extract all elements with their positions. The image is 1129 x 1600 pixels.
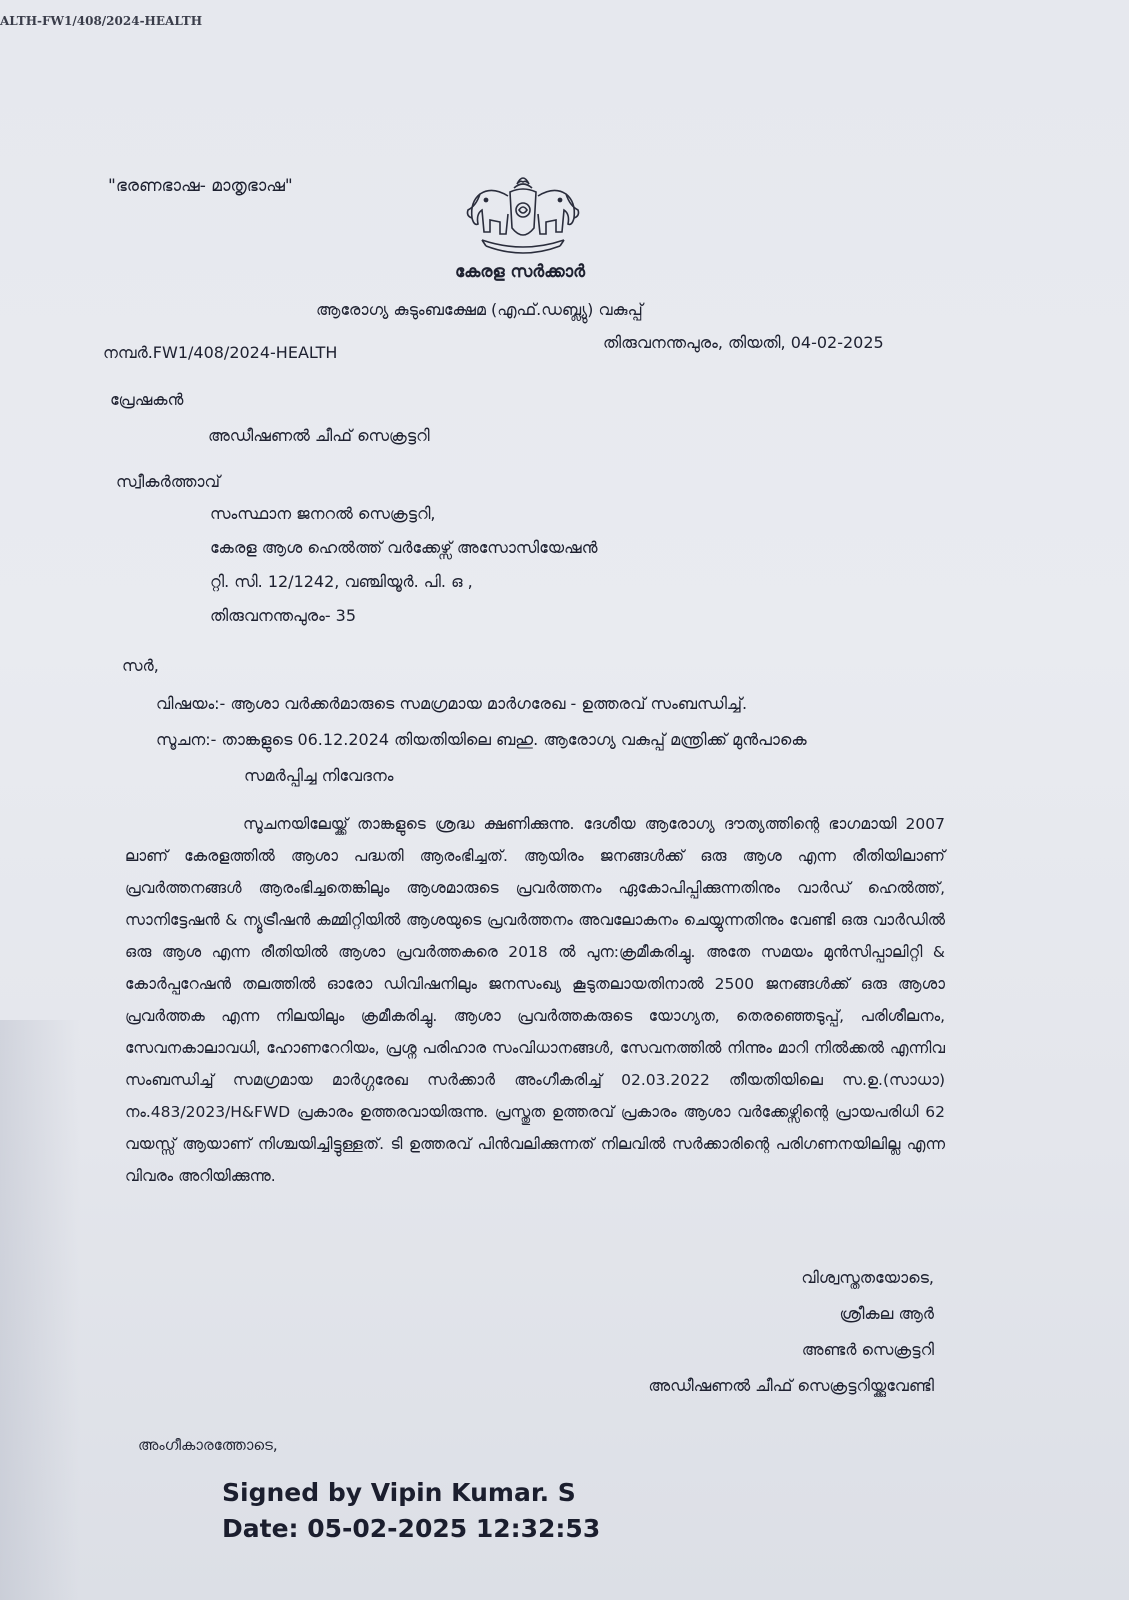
salutation: സർ, [122, 656, 159, 675]
closing: വിശ്വസ്തതയോടെ, [801, 1268, 934, 1287]
recipient-line: തിരുവനന്തപുരം- 35 [210, 606, 357, 625]
sender-name: അഡീഷണൽ ചീഫ് സെക്രട്ടറി [208, 426, 430, 445]
digital-signature-date: Date: 05-02-2025 12:32:53 [222, 1514, 601, 1543]
reference-line-continued: സമർപ്പിച്ച നിവേദനം [244, 766, 394, 785]
reference-line: സൂചന:- താങ്കളുടെ 06.12.2024 തിയതിയിലെ ബഹു. ആരോഗ്യ വകുപ്പ് മന്ത്രിക്ക് മുൻപാകെ [156, 730, 807, 749]
recipient-label: സ്വീകർത്താവ് [116, 472, 220, 491]
official-language-motto: "ഭരണഭാഷ- മാതൃഭാഷ" [108, 176, 293, 196]
file-number: നമ്പർ.FW1/408/2024-HEALTH [103, 343, 338, 362]
recipient-line: സംസ്ഥാന ജനറൽ സെക്രട്ടറി, [210, 504, 436, 523]
approval-label: അംഗീകാരത്തോടെ, [138, 1436, 278, 1454]
subject-line: വിഷയം:- ആശാ വർക്കർമാരുടെ സമഗ്രമായ മാർഗരേഖ - ഉത്തരവ് സംബന്ധിച്ച്. [156, 694, 748, 713]
signatory-name: ശ്രീകല ആർ [839, 1304, 934, 1323]
recipient-line: റ്റി. സി. 12/1242, വഞ്ചിയൂർ. പി. ഒ , [210, 572, 473, 591]
sender-label: പ്രേഷകൻ [110, 390, 184, 409]
top-file-reference: ALTH-FW1/408/2024-HEALTH [0, 14, 203, 28]
department-name: ആരോഗ്യ കുടുംബക്ഷേമ (എഫ്.ഡബ്ല്യു) വകുപ്പ് [316, 300, 643, 319]
signatory-designation: അണ്ടർ സെക്രട്ടറി [801, 1340, 934, 1359]
page-shadow [0, 1020, 80, 1600]
recipient-line: കേരള ആശ ഹെൽത്ത് വർക്കേഴ്സ് അസോസിയേഷൻ [210, 538, 598, 557]
on-behalf-of: അഡീഷണൽ ചീഫ് സെക്രട്ടറിയ്ക്കുവേണ്ടി [648, 1376, 934, 1395]
digital-signature-name: Signed by Vipin Kumar. S [222, 1478, 576, 1507]
government-title: കേരള സർക്കാർ [454, 262, 586, 282]
letter-body: സൂചനയിലേയ്ക്ക് താങ്കളുടെ ശ്രദ്ധ ക്ഷണിക്കുന്നു. ദേശീയ ആരോഗ്യ ദൗത്യത്തിന്റെ ഭാഗമായി 2007 ലാണ് കേരളത്തിൽ ആശാ പദ്ധതി ആരംഭിച്ചത്. ആയിരം ജനങ്ങൾക്ക് ഒരു ആശ എന്ന രീതിയിലാണ് പ്രവർത്തനങ്ങൾ ആരംഭിച്ചതെങ്കിലും ആശമാരുടെ പ്രവർത്തനം ഏകോപിപ്പിക്കുന്നതിനും വാർഡ് ഹെൽത്ത്, സാനിട്ടേഷൻ & ന്യൂട്രീഷൻ കമ്മിറ്റിയിൽ ആശയുടെ പ്രവർത്തനം അവലോകനം ചെയ്യുന്നതിനും വേണ്ടി ഒരു വാർഡിൽ ഒരു ആശ എന്ന രീതിയിൽ ആശാ പ്രവർത്തകരെ 2018 ൽ പുന:ക്രമീകരിച്ചു. അതേ സമയം മുൻസിപ്പാലിറ്റി & കോർപ്പറേഷൻ തലത്തിൽ ഓരോ ഡിവിഷനിലും ജനസംഖ്യ കൂടുതലായതിനാൽ 2500 ജനങ്ങൾക്ക് ഒരു ആശാ പ്രവർത്തക എന്ന നിലയിലും ക്രമീകരിച്ചു. ആശാ പ്രവർത്തകരുടെ യോഗ്യത, തെരഞ്ഞെടുപ്പ്, പരിശീലനം, സേവനകാലാവധി, ഹോണറേറിയം, പ്രശ്ന പരിഹാര സംവിധാനങ്ങൾ, സേവനത്തിൽ നിന്നും മാറി നിൽക്കൽ എന്നിവ സംബന്ധിച്ച് സമഗ്രമായ മാർഗ്ഗരേഖ സർക്കാർ അംഗീകരിച്ച് 02.03.2022 തീയതിയിലെ സ.ഉ.(സാധാ) നം.483/2023/H&FWD പ്രകാരം ഉത്തരവായിരുന്നു. പ്രസ്തുത ഉത്തരവ് പ്രകാരം ആശാ വർക്കേഴ്സിന്റെ പ്രായപരിധി 62 വയസ്സ് ആയാണ് നിശ്ചയിച്ചിട്ടുള്ളത്. ടി ഉത്തരവ് പിൻവലിക്കുന്നത് നിലവിൽ സർക്കാരിന്റെ പരിഗണനയിലില്ല എന്ന വിവരം അറിയിക്കുന്നു. [125, 815, 945, 1185]
place-and-date: തിരുവനന്തപുരം, തിയതി, 04-02-2025 [603, 333, 884, 352]
kerala-emblem-icon [462, 170, 584, 262]
